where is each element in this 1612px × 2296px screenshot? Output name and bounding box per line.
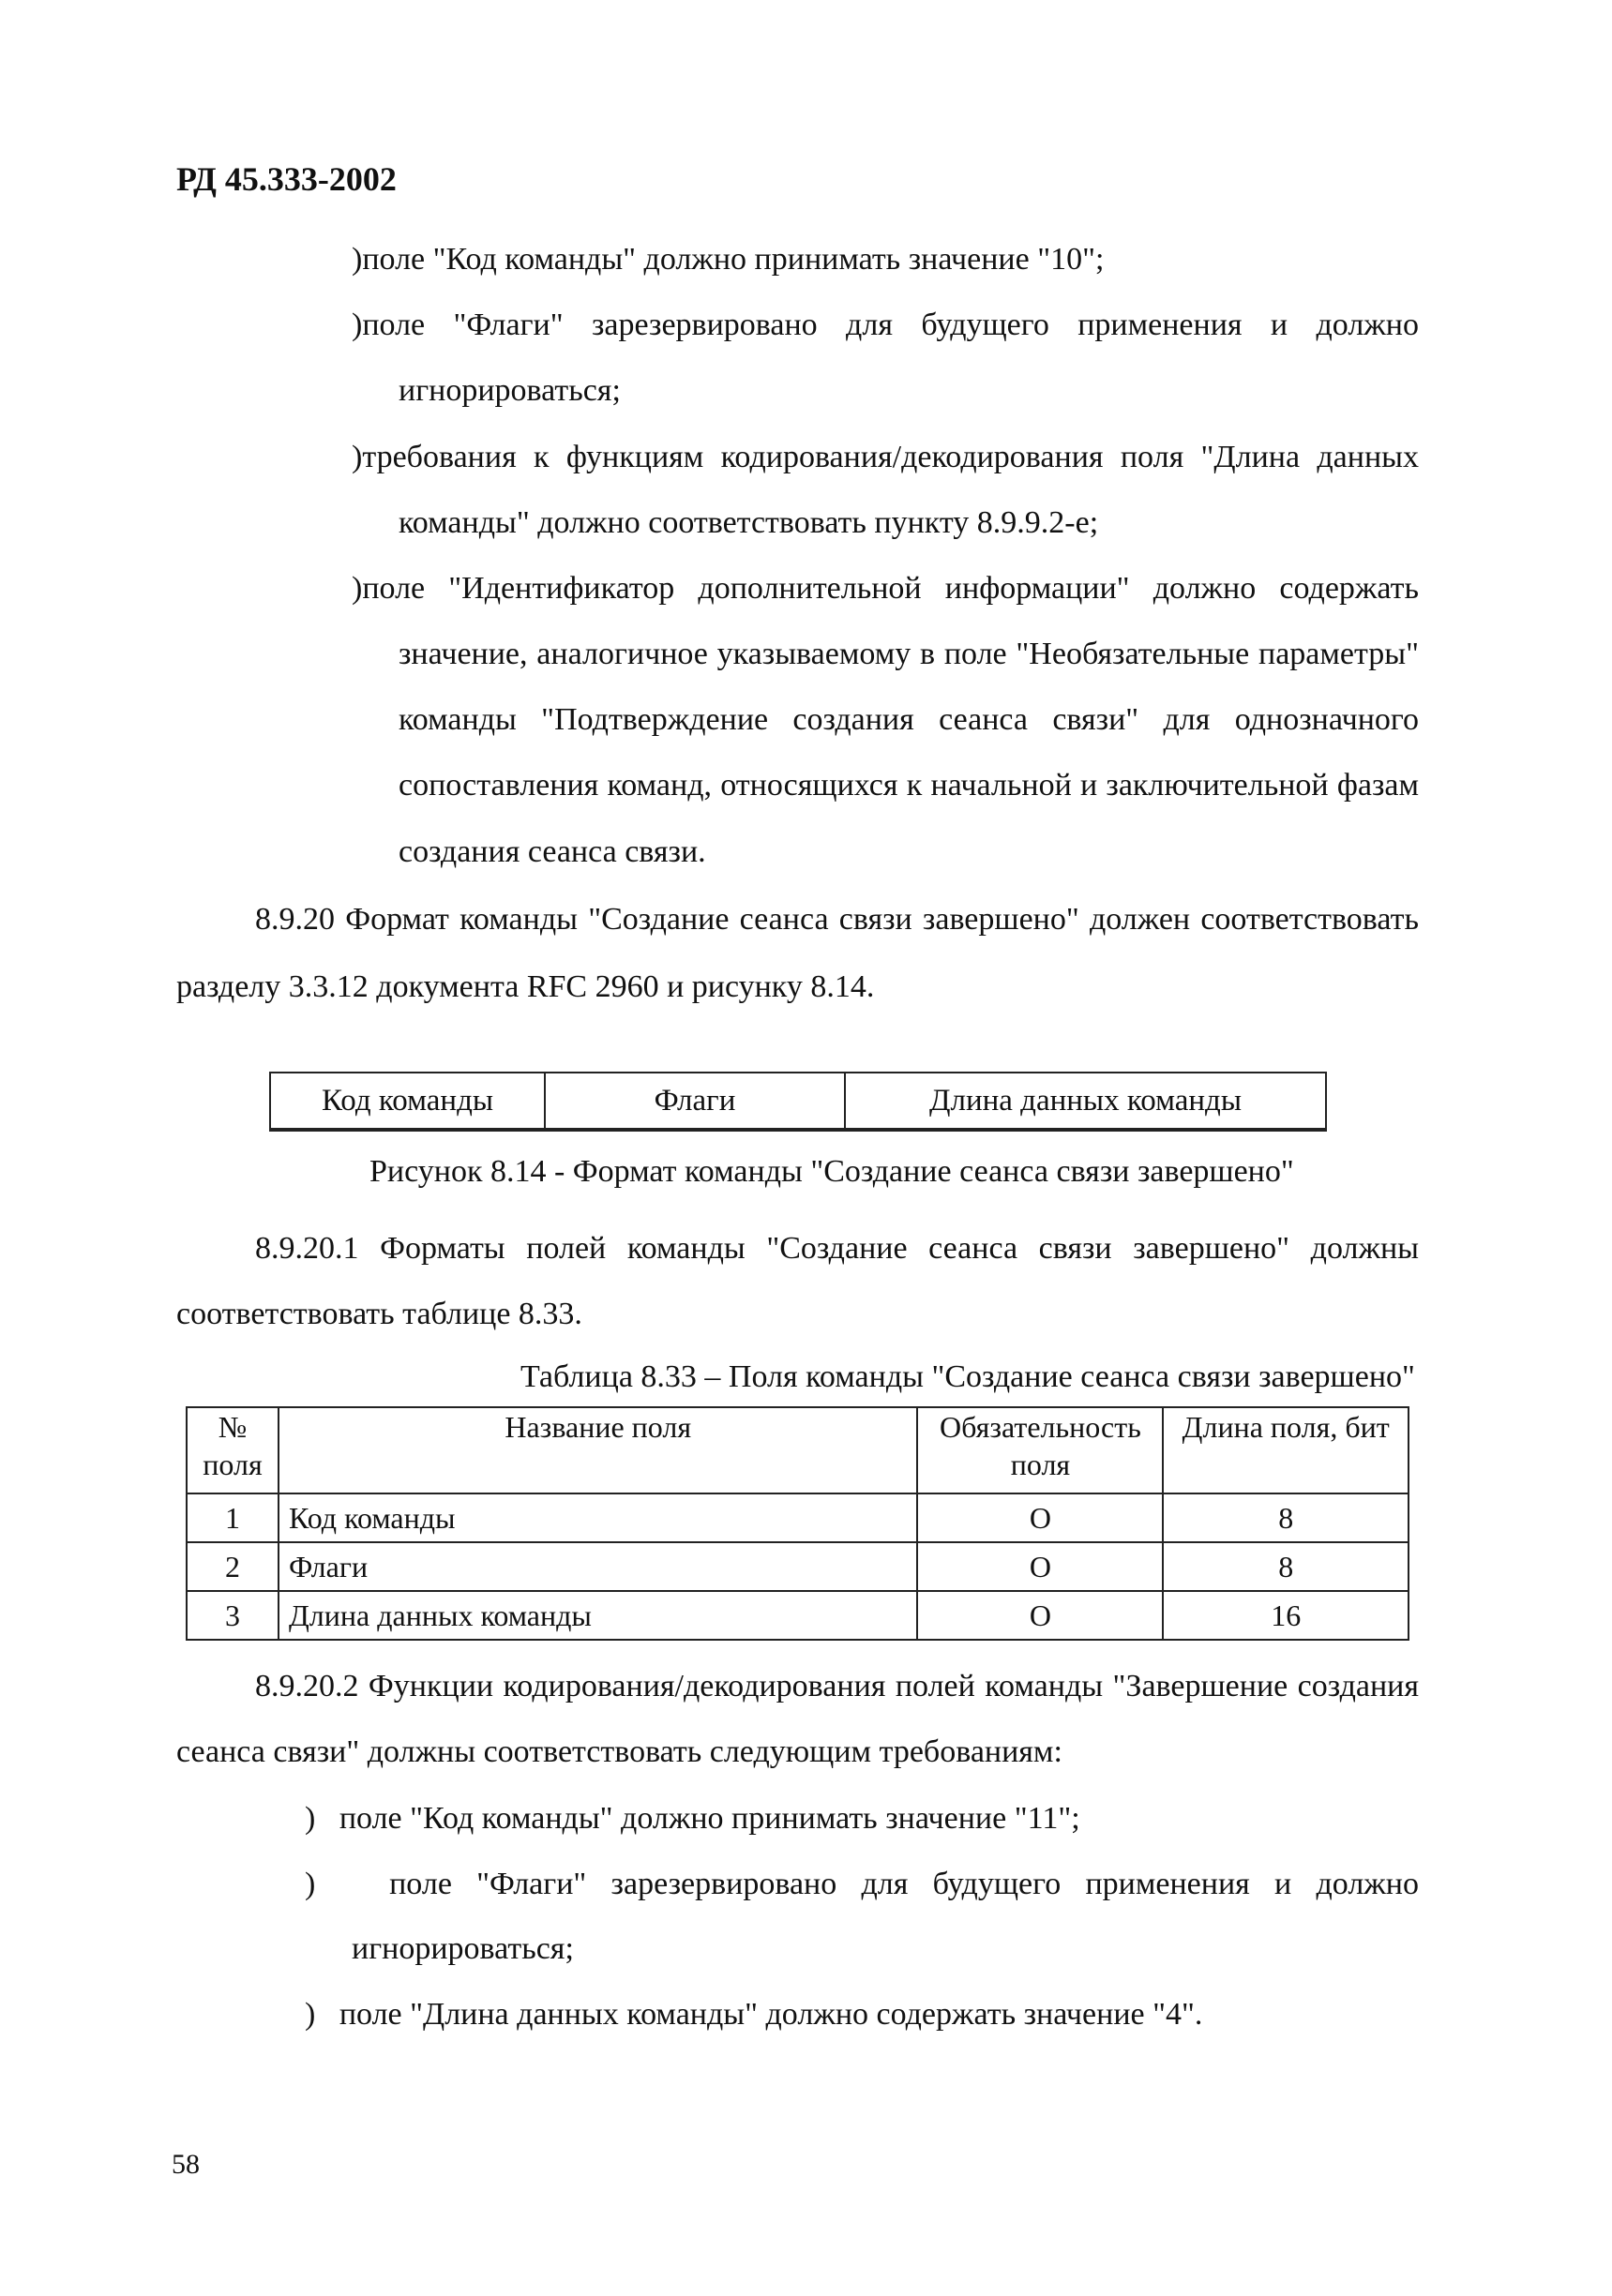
figure-cell-command-code: Код команды: [271, 1073, 546, 1128]
header-field-number: № поля: [187, 1407, 279, 1493]
figure-8-14-command-format: [269, 1072, 1327, 1132]
row-length: 8: [1163, 1542, 1409, 1591]
list2-item-data-length: ) поле "Длина данных команды" должно содержать значение "4".: [305, 1997, 1203, 2032]
row-mandatory: О: [917, 1542, 1163, 1591]
page-number: 58: [172, 2149, 200, 2180]
list-item-length-functions: )требования к функциям кодирования/декодирования поля "Длина данных: [352, 440, 1419, 474]
table-row: [187, 1591, 1409, 1640]
row-field-name: Флаги: [279, 1542, 918, 1591]
table-row: [187, 1493, 1409, 1542]
list-item-additional-info-cont1: значение, аналогичное указываемому в поле "Необязательные параметры": [399, 637, 1419, 671]
list2-item-flags: ) поле "Флаги" зарезервировано для будущего применения и должно: [305, 1867, 1419, 1901]
paragraph-8-9-20-2-line2: сеанса связи" должны соответствовать следующим требованиям:: [176, 1734, 1062, 1769]
list2-item-flags-cont: игнорироваться;: [352, 1931, 574, 1966]
row-mandatory: О: [917, 1591, 1163, 1640]
paragraph-8-9-20-line1: 8.9.20 Формат команды "Создание сеанса связи завершено" должен соответствовать: [255, 902, 1419, 937]
table-header-row: [187, 1407, 1409, 1493]
table-8-33: [186, 1406, 1409, 1641]
list-item-flags: )поле "Флаги" зарезервировано для будущего применения и должно: [352, 308, 1419, 342]
row-length: 8: [1163, 1493, 1409, 1542]
document-id-header: РД 45.333-2002: [176, 160, 397, 198]
figure-cell-flags: Флаги: [546, 1073, 846, 1128]
list-item-flags-cont: игнорироваться;: [399, 373, 621, 408]
figure-8-14-caption: Рисунок 8.14 - Формат команды "Создание сеанса связи завершено": [369, 1154, 1294, 1189]
header-field-name: Название поля: [279, 1407, 918, 1493]
list-item-additional-info-id: )поле "Идентификатор дополнительной информации" должно содержать: [352, 571, 1419, 606]
list-item-additional-info-cont4: создания сеанса связи.: [399, 834, 706, 869]
row-field-name: Длина данных команды: [279, 1591, 918, 1640]
list-item-length-functions-cont: команды" должно соответствовать пункту 8.9.9.2-е;: [399, 505, 1099, 540]
table-row: [187, 1542, 1409, 1591]
paragraph-8-9-20-line2: разделу 3.3.12 документа RFC 2960 и рисунку 8.14.: [176, 969, 875, 1004]
row-mandatory: О: [917, 1493, 1163, 1542]
paragraph-8-9-20-1-line1: 8.9.20.1 Форматы полей команды "Создание сеанса связи завершено" должны: [255, 1231, 1419, 1266]
header-mandatory: Обязательность поля: [917, 1407, 1163, 1493]
list-item-additional-info-cont3: сопоставления команд, относящихся к начальной и заключительной фазам: [399, 768, 1419, 803]
row-length: 16: [1163, 1591, 1409, 1640]
table-8-33-caption: Таблица 8.33 – Поля команды "Создание сеанса связи завершено": [520, 1359, 1415, 1394]
row-number: 1: [187, 1493, 279, 1542]
figure-cell-data-length: Длина данных команды: [928, 1083, 1243, 1118]
paragraph-8-9-20-2-line1: 8.9.20.2 Функции кодирования/декодирования полей команды "Завершение создания: [255, 1669, 1419, 1703]
list2-item-command-code: ) поле "Код команды" должно принимать значение "11";: [305, 1801, 1080, 1836]
list-item-additional-info-cont2: команды "Подтверждение создания сеанса связи" для однозначного: [399, 702, 1419, 737]
header-field-length: Длина поля, бит: [1163, 1407, 1409, 1493]
row-number: 2: [187, 1542, 279, 1591]
row-field-name: Код команды: [279, 1493, 918, 1542]
paragraph-8-9-20-1-line2: соответствовать таблице 8.33.: [176, 1297, 582, 1331]
row-number: 3: [187, 1591, 279, 1640]
list-item-command-code: )поле "Код команды" должно принимать значение "10";: [352, 242, 1105, 277]
